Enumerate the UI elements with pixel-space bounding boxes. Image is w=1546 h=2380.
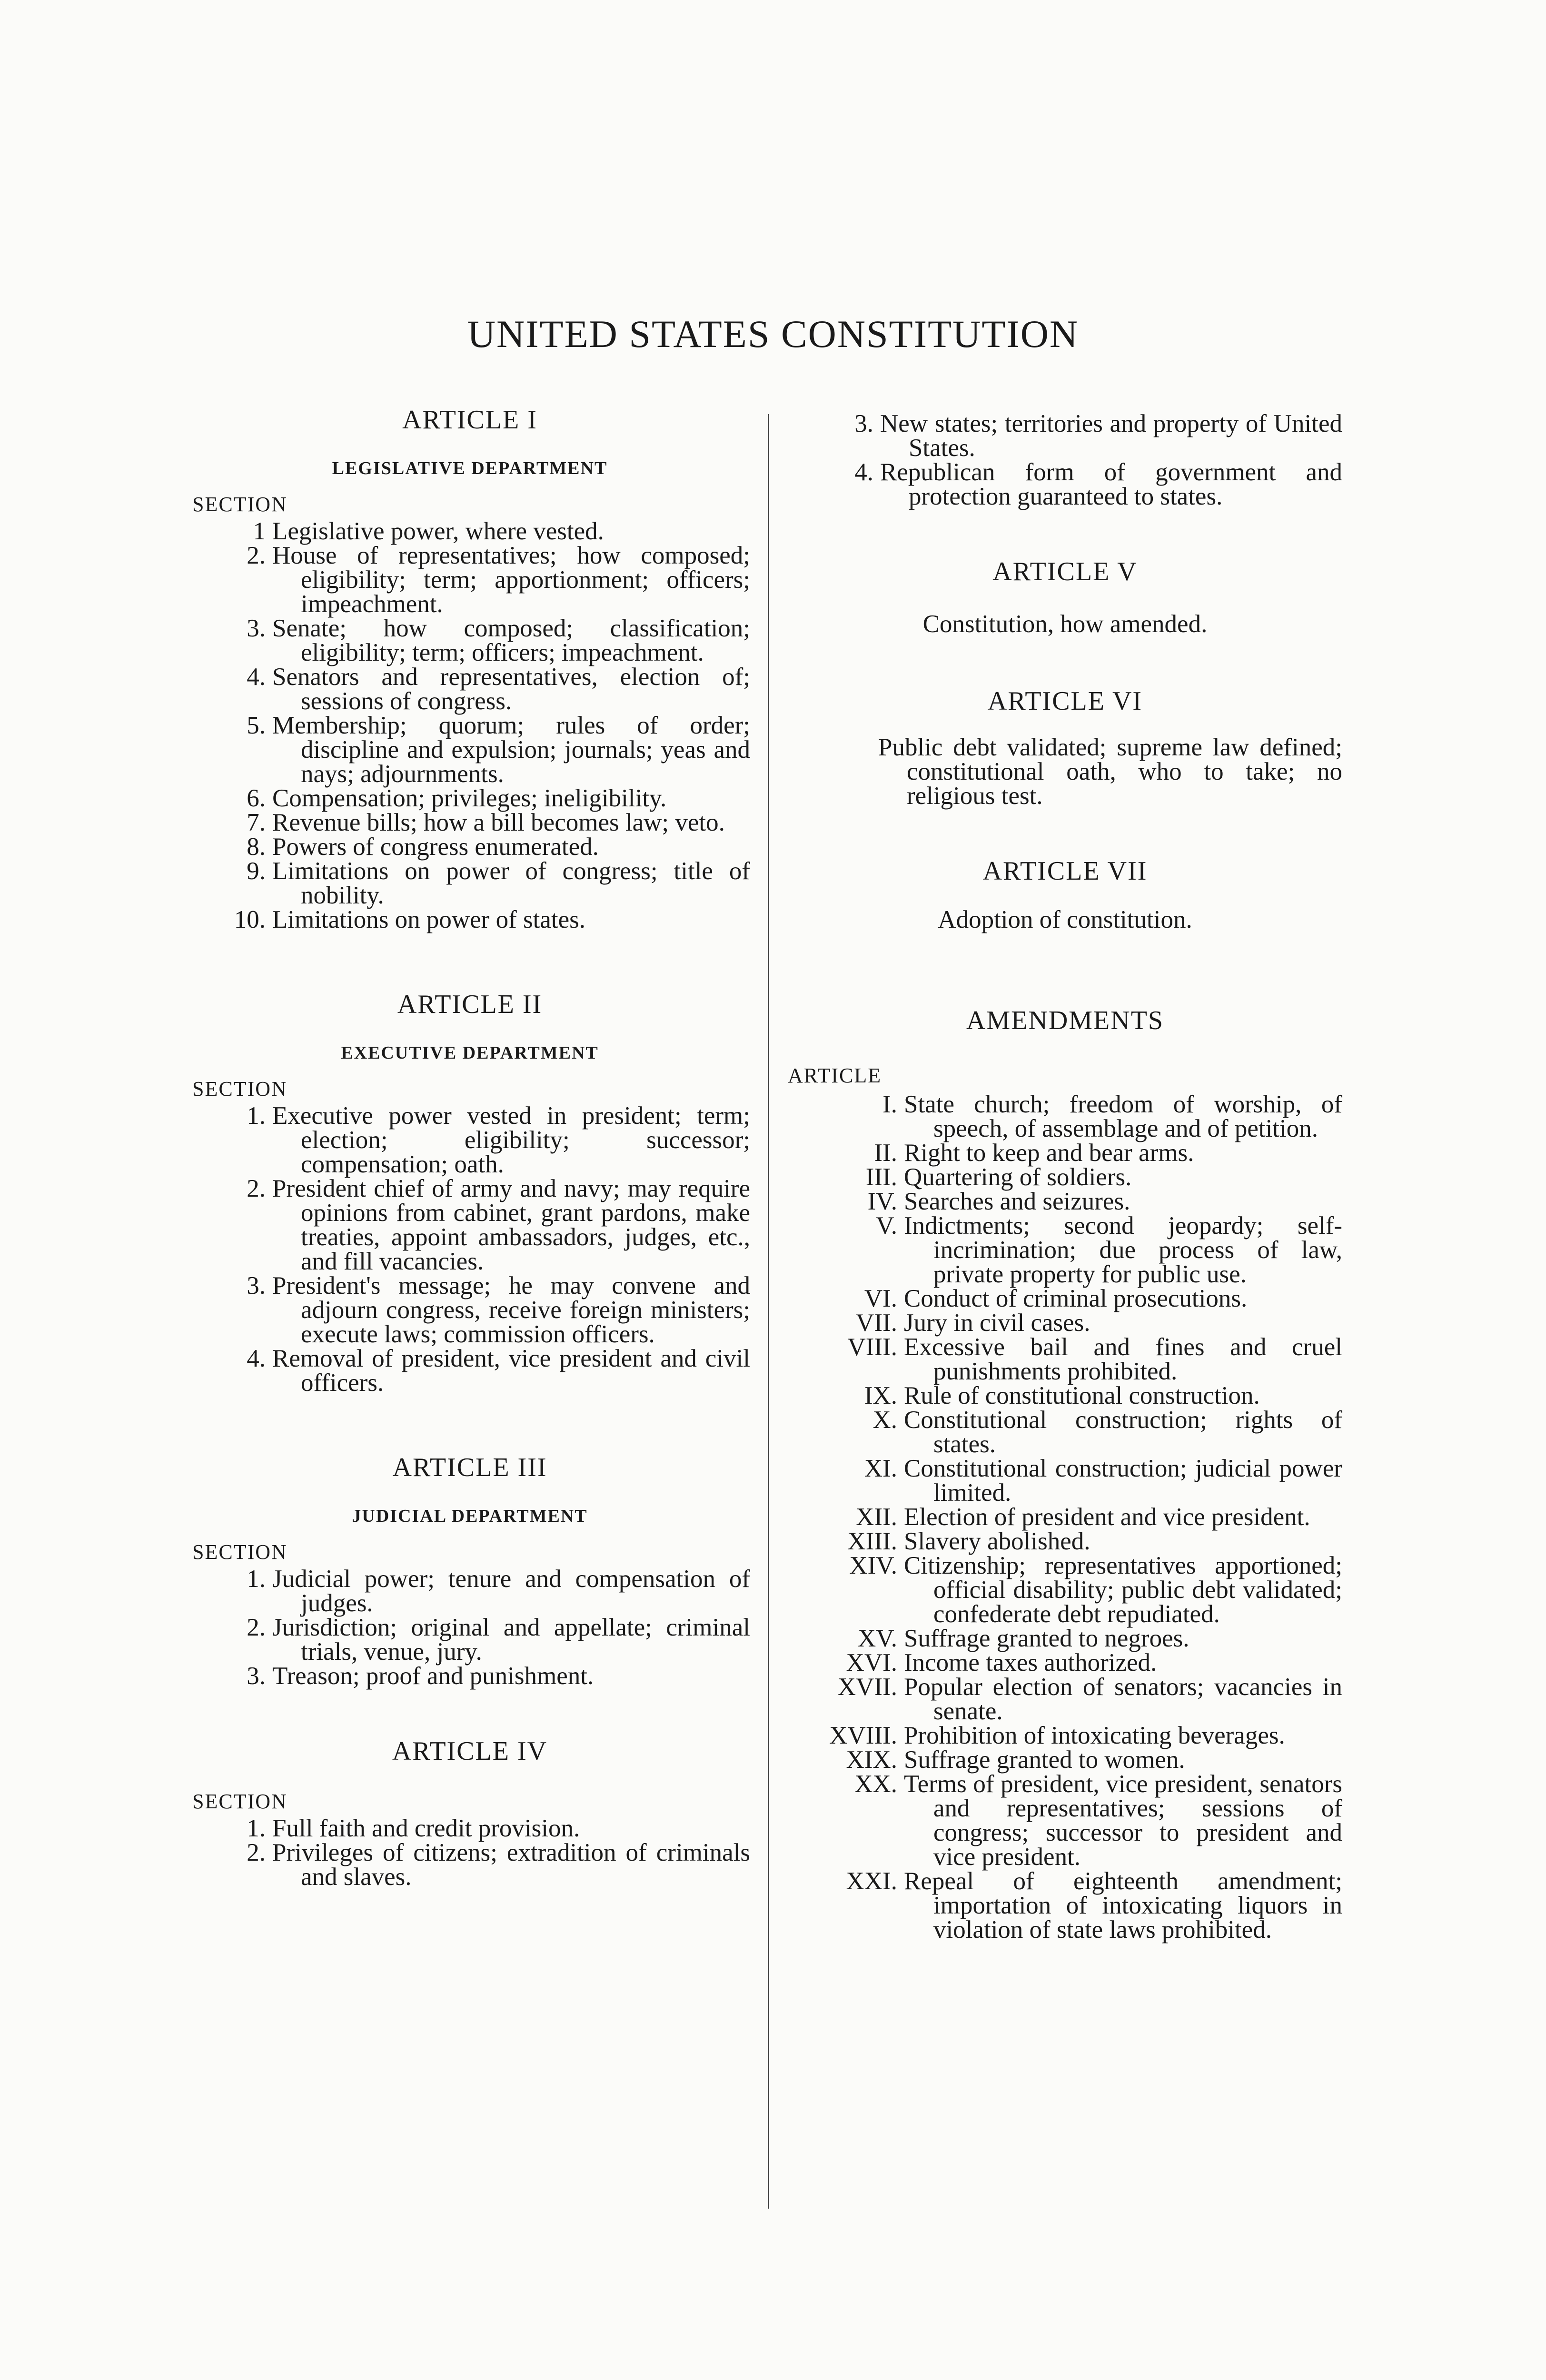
list-item bbox=[788, 1748, 1342, 1772]
item-number: XVII. bbox=[837, 1673, 897, 1701]
list-item bbox=[788, 1675, 1342, 1724]
section-list bbox=[189, 1104, 750, 1395]
list-item bbox=[788, 1214, 1342, 1287]
list-item bbox=[788, 412, 1342, 460]
item-text: Jury in civil cases. bbox=[904, 1309, 1090, 1337]
item-text: Senate; how composed; classification; eligibility; term; officers; impeachment. bbox=[272, 615, 750, 666]
item-number: 2. bbox=[247, 1839, 266, 1866]
list-item bbox=[788, 1772, 1342, 1869]
list-item bbox=[189, 859, 750, 908]
list-item bbox=[189, 1841, 750, 1889]
article-5 bbox=[788, 556, 1342, 638]
item-number: 8. bbox=[247, 833, 266, 861]
item-text: Slavery abolished. bbox=[904, 1527, 1090, 1555]
item-text: Terms of president, vice president, senators and representatives; sessions of congress; successor to president and vice president. bbox=[904, 1770, 1342, 1871]
article-heading: ARTICLE I bbox=[402, 405, 537, 435]
article-summary: Public debt validated; supreme law defined; constitutional oath, who to take; no religious test. bbox=[878, 734, 1342, 810]
section-label: SECTION bbox=[192, 493, 287, 516]
section-label: SECTION bbox=[192, 1790, 287, 1813]
list-item bbox=[788, 1529, 1342, 1554]
item-number: IX. bbox=[864, 1382, 897, 1409]
section-list bbox=[189, 1567, 750, 1688]
item-number: 9. bbox=[247, 857, 266, 885]
item-text: Judicial power; tenure and compensation of judges. bbox=[272, 1565, 750, 1617]
article-4-continued bbox=[788, 412, 1342, 509]
list-item bbox=[788, 460, 1342, 509]
article-summary: Constitution, how amended. bbox=[922, 610, 1208, 638]
list-item bbox=[788, 1724, 1342, 1748]
item-text: Rule of constitutional construction. bbox=[904, 1382, 1260, 1409]
list-item bbox=[788, 1092, 1342, 1141]
section-list bbox=[189, 519, 750, 932]
list-item bbox=[788, 1554, 1342, 1626]
item-text: House of representatives; how composed; eligibility; term; apportionment; officers; impeachment. bbox=[272, 542, 750, 618]
article-heading: ARTICLE VII bbox=[982, 856, 1148, 886]
list-item bbox=[189, 1664, 750, 1688]
item-text: Constitutional construction; judicial power limited. bbox=[904, 1455, 1342, 1507]
item-text: Repeal of eighteenth amendment; importation of intoxicating liquors in violation of state laws prohibited. bbox=[904, 1867, 1342, 1944]
list-item bbox=[788, 1311, 1342, 1335]
list-item bbox=[189, 1274, 750, 1347]
item-number: VI. bbox=[864, 1285, 897, 1312]
item-text: President's message; he may convene and adjourn congress, receive foreign ministers; execute laws; commission officers. bbox=[272, 1272, 750, 1348]
list-item bbox=[788, 1651, 1342, 1675]
article-heading: ARTICLE V bbox=[992, 557, 1138, 586]
article-label: ARTICLE bbox=[788, 1064, 882, 1087]
list-item bbox=[189, 1567, 750, 1616]
item-text: Limitations on power of states. bbox=[272, 906, 585, 933]
item-number: XX. bbox=[854, 1770, 897, 1798]
item-number: XXI. bbox=[846, 1867, 897, 1895]
left-column bbox=[189, 405, 750, 1889]
item-text: Limitations on power of congress; title of nobility. bbox=[272, 857, 750, 909]
item-number: 2. bbox=[247, 1614, 266, 1641]
item-number: IV. bbox=[867, 1188, 897, 1215]
page-title: UNITED STATES CONSTITUTION bbox=[467, 312, 1079, 356]
list-item bbox=[189, 908, 750, 932]
list-item bbox=[189, 1177, 750, 1274]
article-heading: ARTICLE VI bbox=[987, 686, 1143, 716]
department-heading: LEGISLATIVE DEPARTMENT bbox=[332, 458, 608, 478]
item-text: Removal of president, vice president and civil officers. bbox=[272, 1345, 750, 1397]
item-text: Quartering of soldiers. bbox=[904, 1163, 1132, 1191]
item-text: Suffrage granted to women. bbox=[904, 1746, 1185, 1774]
article-4 bbox=[189, 1736, 750, 1889]
item-number: 3. bbox=[247, 615, 266, 642]
item-text: Revenue bills; how a bill becomes law; veto. bbox=[272, 809, 725, 836]
item-number: 3. bbox=[247, 1272, 266, 1299]
item-text: Conduct of criminal prosecutions. bbox=[904, 1285, 1248, 1312]
item-text: Suffrage granted to negroes. bbox=[904, 1625, 1189, 1652]
item-number: 4. bbox=[247, 1345, 266, 1372]
list-item bbox=[189, 1616, 750, 1664]
item-text: State church; freedom of worship, of speech, of assemblage and of petition. bbox=[904, 1091, 1342, 1142]
item-text: Legislative power, where vested. bbox=[272, 517, 604, 545]
item-number: XV. bbox=[858, 1625, 897, 1652]
item-number: 10. bbox=[234, 906, 266, 933]
item-text: Prohibition of intoxicating beverages. bbox=[904, 1722, 1285, 1749]
item-number: 1. bbox=[247, 1102, 266, 1130]
amendments bbox=[788, 1005, 1342, 1942]
item-number: 2. bbox=[247, 1175, 266, 1202]
item-number: XI. bbox=[864, 1455, 897, 1482]
right-column bbox=[788, 412, 1342, 1942]
item-number: III. bbox=[865, 1163, 897, 1191]
item-number: 3. bbox=[854, 410, 873, 437]
item-number: V. bbox=[876, 1212, 897, 1240]
item-number: XIII. bbox=[847, 1527, 897, 1555]
list-item bbox=[189, 835, 750, 859]
department-heading: JUDICIAL DEPARTMENT bbox=[352, 1506, 588, 1526]
item-number: XII. bbox=[856, 1503, 897, 1531]
item-text: Full faith and credit provision. bbox=[272, 1815, 580, 1842]
item-text: Popular election of senators; vacancies in senate. bbox=[904, 1673, 1342, 1725]
list-item bbox=[788, 1165, 1342, 1190]
department-heading: EXECUTIVE DEPARTMENT bbox=[341, 1043, 599, 1063]
item-number: 1. bbox=[247, 1815, 266, 1842]
list-item bbox=[189, 616, 750, 665]
section-list bbox=[189, 1816, 750, 1889]
list-item bbox=[189, 1347, 750, 1395]
item-text: Constitutional construction; rights of states. bbox=[904, 1406, 1342, 1458]
article-heading: ARTICLE II bbox=[397, 990, 543, 1019]
item-number: VIII. bbox=[847, 1333, 897, 1361]
item-number: VII. bbox=[856, 1309, 897, 1337]
item-text: Indictments; second jeopardy; self-incrimination; due process of law, private property for public use. bbox=[904, 1212, 1342, 1288]
item-number: 3. bbox=[247, 1662, 266, 1690]
item-text: Excessive bail and fines and cruel punishments prohibited. bbox=[904, 1333, 1342, 1385]
item-number: XVIII. bbox=[829, 1722, 897, 1749]
list-item bbox=[189, 714, 750, 786]
list-item bbox=[788, 1457, 1342, 1505]
item-text: Membership; quorum; rules of order; discipline and expulsion; journals; yeas and nays; adjournments. bbox=[272, 712, 750, 788]
item-text: Election of president and vice president. bbox=[904, 1503, 1310, 1531]
article-heading: ARTICLE III bbox=[392, 1453, 547, 1482]
item-number: 2. bbox=[247, 542, 266, 569]
item-number: 1 bbox=[253, 517, 266, 545]
article-6 bbox=[788, 686, 1342, 808]
column-divider bbox=[768, 414, 769, 2209]
article-3 bbox=[189, 1452, 750, 1688]
list-item bbox=[189, 519, 750, 544]
list-item bbox=[788, 1869, 1342, 1942]
item-number: XVI. bbox=[846, 1649, 897, 1676]
item-text: Privileges of citizens; extradition of criminals and slaves. bbox=[272, 1839, 750, 1891]
list-item bbox=[189, 1104, 750, 1177]
item-number: 5. bbox=[247, 712, 266, 739]
list-item bbox=[788, 1626, 1342, 1651]
item-text: New states; territories and property of United States. bbox=[880, 410, 1342, 462]
item-text: Treason; proof and punishment. bbox=[272, 1662, 594, 1690]
article-heading: ARTICLE IV bbox=[392, 1736, 548, 1766]
list-item bbox=[189, 811, 750, 835]
list-item bbox=[788, 1335, 1342, 1384]
list-item bbox=[788, 1384, 1342, 1408]
article-2 bbox=[189, 989, 750, 1395]
article-1 bbox=[189, 405, 750, 932]
list-item bbox=[788, 1505, 1342, 1529]
item-number: X. bbox=[872, 1406, 897, 1434]
amendments-heading: AMENDMENTS bbox=[966, 1006, 1164, 1035]
item-number: 6. bbox=[247, 784, 266, 812]
item-number: 1. bbox=[247, 1565, 266, 1593]
item-text: President chief of army and navy; may require opinions from cabinet, grant pardons, make treaties, appoint ambassadors, judges, etc., and fill vacancies. bbox=[272, 1175, 750, 1275]
list-item bbox=[788, 1190, 1342, 1214]
list-item bbox=[189, 1816, 750, 1841]
item-number: 4. bbox=[247, 663, 266, 691]
item-number: 7. bbox=[247, 809, 266, 836]
list-item bbox=[788, 1287, 1342, 1311]
item-text: Republican form of government and protection guaranteed to states. bbox=[880, 458, 1342, 510]
item-number: I. bbox=[882, 1091, 897, 1118]
item-text: Searches and seizures. bbox=[904, 1188, 1130, 1215]
item-text: Citizenship; representatives apportioned; official disability; public debt validated; confederate debt repudiated. bbox=[904, 1552, 1342, 1628]
list-item bbox=[189, 665, 750, 714]
article-7 bbox=[788, 856, 1342, 934]
item-text: Income taxes authorized. bbox=[904, 1649, 1157, 1676]
item-number: II. bbox=[874, 1139, 897, 1167]
item-text: Right to keep and bear arms. bbox=[904, 1139, 1194, 1167]
section-label: SECTION bbox=[192, 1077, 287, 1101]
list-item bbox=[189, 786, 750, 811]
list-item bbox=[788, 1408, 1342, 1457]
item-text: Powers of congress enumerated. bbox=[272, 833, 599, 861]
item-number: 4. bbox=[854, 458, 873, 486]
item-number: XIX. bbox=[846, 1746, 897, 1774]
item-text: Senators and representatives, election of; sessions of congress. bbox=[272, 663, 750, 715]
item-text: Executive power vested in president; term; election; eligibility; successor; compensation; oath. bbox=[272, 1102, 750, 1178]
article-summary: Adoption of constitution. bbox=[938, 906, 1192, 933]
item-text: Jurisdiction; original and appellate; criminal trials, venue, jury. bbox=[272, 1614, 750, 1666]
list-item bbox=[189, 544, 750, 616]
amendment-list bbox=[788, 1092, 1342, 1942]
section-label: SECTION bbox=[192, 1540, 287, 1564]
item-number: XIV. bbox=[849, 1552, 897, 1579]
item-text: Compensation; privileges; ineligibility. bbox=[272, 784, 667, 812]
list-item bbox=[788, 1141, 1342, 1165]
